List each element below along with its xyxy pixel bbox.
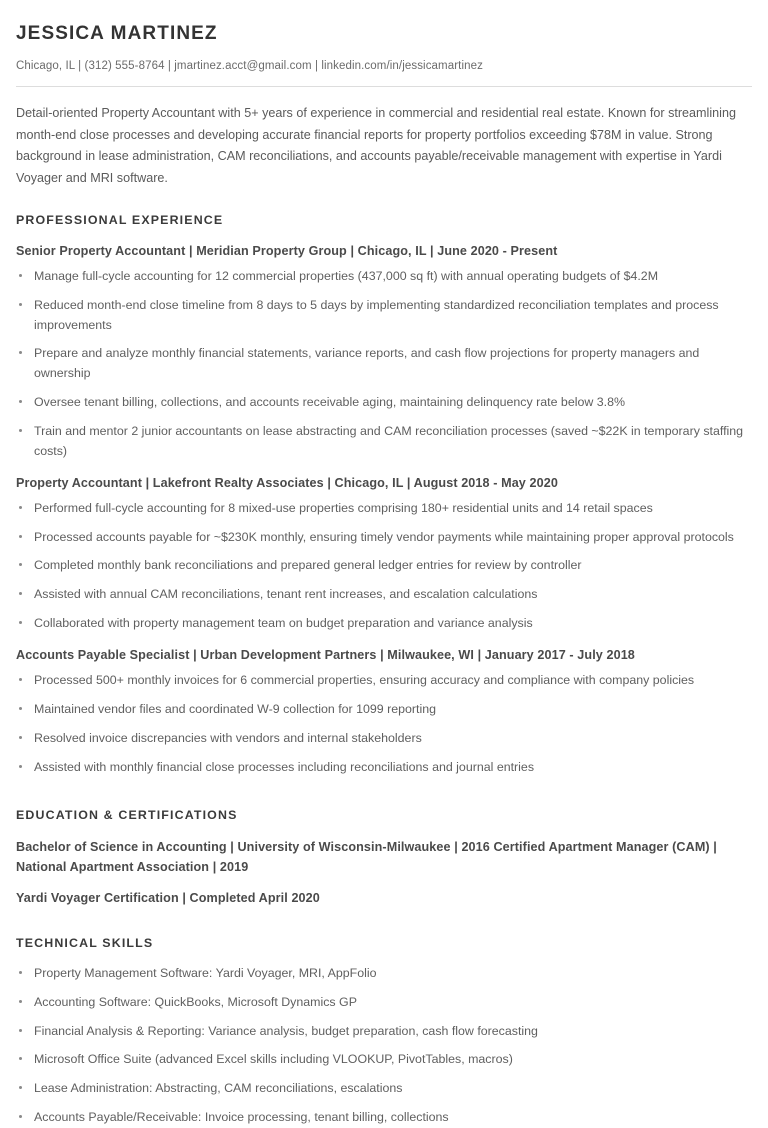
section-technical-skills <box>16 935 752 1128</box>
bullet-icon <box>19 1057 22 1060</box>
list-item <box>16 585 752 605</box>
list-item <box>16 993 752 1013</box>
list-item-text: Accounts Payable/Receivable: Invoice processing, tenant billing, collections <box>34 1110 449 1125</box>
job-title: Senior Property Accountant | Meridian Property Group | Chicago, IL | June 2020 - Present <box>16 243 558 258</box>
list-item-text: Manage full-cycle accounting for 12 commercial properties (437,000 sq ft) with annual operating budgets of $4.2M <box>34 268 659 283</box>
list-item <box>16 556 752 576</box>
bullet-icon <box>19 621 22 624</box>
bullet-icon <box>19 1115 22 1118</box>
list-item <box>16 614 752 634</box>
bullet-icon <box>19 971 22 974</box>
resume-header <box>16 22 752 87</box>
header-divider <box>16 86 752 87</box>
bullet-icon <box>19 707 22 710</box>
list-item-text: Performed full-cycle accounting for 8 mixed-use properties comprising 180+ residential units and 14 retail spaces <box>34 500 653 515</box>
list-item <box>16 1108 752 1128</box>
bullet-icon <box>19 535 22 538</box>
list-item <box>16 671 752 691</box>
list-item-text: Train and mentor 2 junior accountants on lease abstracting and CAM reconciliation processes (saved ~$22K in temporary staffing costs) <box>34 423 744 458</box>
section-education-certifications <box>16 807 752 908</box>
bullet-icon <box>19 506 22 509</box>
list-item-text: Microsoft Office Suite (advanced Excel skills including VLOOKUP, PivotTables, macros) <box>34 1052 513 1067</box>
page-title: JESSICA MARTINEZ <box>16 23 218 44</box>
list-item <box>16 1022 752 1042</box>
list-item-text: Assisted with annual CAM reconciliations, tenant rent increases, and escalation calculations <box>34 587 538 602</box>
list-item <box>16 1050 752 1070</box>
list-item-text: Prepare and analyze monthly financial statements, variance reports, and cash flow projections for property managers and ownership <box>34 346 700 381</box>
list-item-text: Accounting Software: QuickBooks, Microsoft Dynamics GP <box>34 994 357 1009</box>
list-item-text: Resolved invoice discrepancies with vendors and internal stakeholders <box>34 730 422 745</box>
list-item-text: Completed monthly bank reconciliations and prepared general ledger entries for review by controller <box>34 558 582 573</box>
list-item <box>16 499 752 519</box>
section-heading-skills: TECHNICAL SKILLS <box>16 935 154 950</box>
bullet-icon <box>19 274 22 277</box>
bullet-icon <box>19 736 22 739</box>
list-item <box>16 729 752 749</box>
professional-summary: Detail-oriented Property Accountant with 5+ years of experience in commercial and residential real estate. Known for streamlining month-end close processes and developing accurate financial reports for property portfolios exceeding $78M in value. Strong background in lease administration, CAM reconciliations, and accounts payable/receivable management with expertise in Yardi Voyager and MRI software. <box>16 105 736 185</box>
education-entry: Bachelor of Science in Accounting | University of Wisconsin-Milwaukee | 2016 Certified Apartment Manager (CAM) | National Apartment Association | 2019 <box>16 839 717 874</box>
job-title: Accounts Payable Specialist | Urban Development Partners | Milwaukee, WI | January 2017 - July 2018 <box>16 647 635 662</box>
section-professional-experience <box>16 212 752 778</box>
bullet-icon <box>19 563 22 566</box>
bullet-icon <box>19 303 22 306</box>
list-item-text: Collaborated with property management team on budget preparation and variance analysis <box>34 616 533 631</box>
bullet-icon <box>19 678 22 681</box>
list-item-text: Processed accounts payable for ~$230K monthly, ensuring timely vendor payments while maintaining proper approval protocols <box>34 529 734 544</box>
section-heading-experience: PROFESSIONAL EXPERIENCE <box>16 212 224 227</box>
bullet-icon <box>19 429 22 432</box>
education-entry: Yardi Voyager Certification | Completed April 2020 <box>16 891 320 906</box>
skills-bullet-list <box>16 964 752 1128</box>
list-item-text: Processed 500+ monthly invoices for 6 commercial properties, ensuring accuracy and compliance with company policies <box>34 673 695 688</box>
bullet-icon <box>19 1000 22 1003</box>
list-item <box>16 758 752 778</box>
job-entry <box>16 473 752 634</box>
bullet-icon <box>19 1029 22 1032</box>
list-item-text: Oversee tenant billing, collections, and accounts receivable aging, maintaining delinquency rate below 3.8% <box>34 395 625 410</box>
job-title: Property Accountant | Lakefront Realty Associates | Chicago, IL | August 2018 - May 2020 <box>16 475 558 490</box>
job-bullet-list <box>16 671 752 777</box>
list-item-text: Maintained vendor files and coordinated W-9 collection for 1099 reporting <box>34 701 437 716</box>
bullet-icon <box>19 765 22 768</box>
bullet-icon <box>19 351 22 354</box>
section-heading-education: EDUCATION & CERTIFICATIONS <box>16 808 238 823</box>
list-item <box>16 964 752 984</box>
job-bullet-list <box>16 267 752 462</box>
list-item-text: Property Management Software: Yardi Voyager, MRI, AppFolio <box>34 965 377 980</box>
list-item <box>16 700 752 720</box>
bullet-icon <box>19 1086 22 1089</box>
bullet-icon <box>19 400 22 403</box>
list-item-text: Financial Analysis & Reporting: Variance analysis, budget preparation, cash flow forecasting <box>34 1023 538 1038</box>
bullet-icon <box>19 592 22 595</box>
job-entry <box>16 645 752 778</box>
contact-line: Chicago, IL | (312) 555-8764 | jmartinez.acct@gmail.com | linkedin.com/in/jessicamartinez <box>16 59 483 72</box>
list-item <box>16 296 752 336</box>
list-item <box>16 393 752 413</box>
list-item <box>16 267 752 287</box>
list-item-text: Reduced month-end close timeline from 8 days to 5 days by implementing standardized reconciliation templates and process improvements <box>34 297 719 332</box>
list-item-text: Lease Administration: Abstracting, CAM reconciliations, escalations <box>34 1081 403 1096</box>
job-entry <box>16 241 752 462</box>
job-bullet-list <box>16 499 752 634</box>
list-item <box>16 422 752 462</box>
list-item <box>16 344 752 384</box>
list-item <box>16 528 752 548</box>
list-item-text: Assisted with monthly financial close processes including reconciliations and journal entries <box>34 759 535 774</box>
list-item <box>16 1079 752 1099</box>
